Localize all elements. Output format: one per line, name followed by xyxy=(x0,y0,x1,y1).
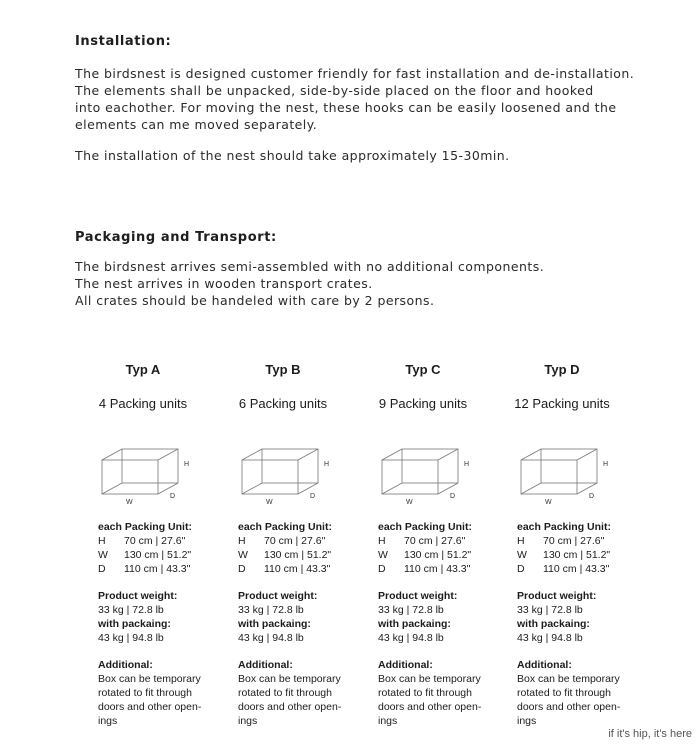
weight-label: Product weight: xyxy=(378,590,458,602)
weight-label: Product weight: xyxy=(238,590,318,602)
dimension-row: H 70 cm | 27.6" xyxy=(517,535,605,547)
box-label-d: D xyxy=(589,493,595,500)
packaging-weight-value: 43 kg | 94.8 lb xyxy=(98,632,164,644)
type-name: Typ C xyxy=(405,362,441,377)
additional-label: Additional: xyxy=(517,659,572,671)
additional-line: doors and other open- xyxy=(98,701,202,713)
packaging-line: All crates should be handeled with care by 2 persons. xyxy=(75,293,435,308)
watermark: if it's hip, it's here xyxy=(608,728,692,740)
additional-line: Box can be temporary xyxy=(98,673,201,685)
crate-box-icon xyxy=(517,446,617,506)
dimension-row: H 70 cm | 27.6" xyxy=(378,535,466,547)
box-label-h: H xyxy=(184,461,190,468)
type-name: Typ B xyxy=(265,362,301,377)
packing-units: 6 Packing units xyxy=(238,396,328,411)
installation-line: The birdsnest is designed customer friendly for fast installation and de-installation. xyxy=(75,66,635,81)
type-details xyxy=(98,520,238,728)
packaging-line: The nest arrives in wooden transport crates. xyxy=(75,276,373,291)
each-unit-label: each Packing Unit: xyxy=(517,521,611,533)
additional-label: Additional: xyxy=(378,659,433,671)
box-label-w: W xyxy=(266,499,273,506)
type-name: Typ A xyxy=(125,362,161,377)
additional-line: doors and other open- xyxy=(517,701,621,713)
packaging-weight-value: 43 kg | 94.8 lb xyxy=(378,632,444,644)
packing-units: 12 Packing units xyxy=(514,396,610,411)
additional-line: Box can be temporary xyxy=(378,673,481,685)
crate-box-icon xyxy=(238,446,338,506)
additional-line: ings xyxy=(98,715,118,727)
additional-line: doors and other open- xyxy=(378,701,482,713)
additional-line: rotated to fit through xyxy=(238,687,332,699)
installation-paragraph xyxy=(75,65,635,133)
packaging-weight-label: with packaing: xyxy=(517,618,590,630)
installation-duration: The installation of the nest should take approximately 15-30min. xyxy=(75,148,510,163)
box-label-d: D xyxy=(310,493,316,500)
dimension-row: D 110 cm | 43.3" xyxy=(98,563,191,575)
box-label-h: H xyxy=(603,461,609,468)
weight-value: 33 kg | 72.8 lb xyxy=(98,604,164,616)
additional-line: ings xyxy=(378,715,398,727)
crate-box-icon xyxy=(98,446,198,506)
box-label-w: W xyxy=(126,499,133,506)
type-name: Typ D xyxy=(544,362,580,377)
packing-units: 4 Packing units xyxy=(98,396,188,411)
dimension-row: D 110 cm | 43.3" xyxy=(238,563,331,575)
installation-line: The elements shall be unpacked, side-by-side placed on the floor and hooked xyxy=(75,83,594,98)
each-unit-label: each Packing Unit: xyxy=(238,521,332,533)
packaging-weight-value: 43 kg | 94.8 lb xyxy=(517,632,583,644)
additional-label: Additional: xyxy=(238,659,293,671)
weight-value: 33 kg | 72.8 lb xyxy=(238,604,304,616)
packing-units: 9 Packing units xyxy=(378,396,468,411)
packaging-weight-label: with packaing: xyxy=(98,618,171,630)
box-label-w: W xyxy=(406,499,413,506)
installation-line: into eachother. For moving the nest, these hooks can be easily loosened and the xyxy=(75,100,617,115)
weight-value: 33 kg | 72.8 lb xyxy=(378,604,444,616)
type-details xyxy=(517,520,657,728)
additional-line: ings xyxy=(517,715,537,727)
packaging-weight-label: with packaing: xyxy=(378,618,451,630)
dimension-row: D 110 cm | 43.3" xyxy=(378,563,471,575)
weight-label: Product weight: xyxy=(98,590,178,602)
packaging-weight-value: 43 kg | 94.8 lb xyxy=(238,632,304,644)
box-label-w: W xyxy=(545,499,552,506)
additional-line: rotated to fit through xyxy=(98,687,192,699)
type-details xyxy=(238,520,378,728)
additional-label: Additional: xyxy=(98,659,153,671)
weight-label: Product weight: xyxy=(517,590,597,602)
installation-heading: Installation: xyxy=(75,34,172,49)
packaging-line: The birdsnest arrives semi-assembled with no additional components. xyxy=(75,259,545,274)
dimension-row: D 110 cm | 43.3" xyxy=(517,563,610,575)
each-unit-label: each Packing Unit: xyxy=(98,521,192,533)
box-label-d: D xyxy=(170,493,176,500)
box-label-h: H xyxy=(464,461,470,468)
packaging-heading: Packaging and Transport: xyxy=(75,230,277,245)
weight-value: 33 kg | 72.8 lb xyxy=(517,604,583,616)
dimension-row: H 70 cm | 27.6" xyxy=(238,535,326,547)
type-details xyxy=(378,520,518,728)
installation-line: elements can me moved separately. xyxy=(75,117,318,132)
box-label-d: D xyxy=(450,493,456,500)
additional-line: Box can be temporary xyxy=(517,673,620,685)
additional-line: doors and other open- xyxy=(238,701,342,713)
dimension-row: W 130 cm | 51.2" xyxy=(517,549,611,561)
additional-line: rotated to fit through xyxy=(378,687,472,699)
dimension-row: W 130 cm | 51.2" xyxy=(98,549,192,561)
packaging-paragraph xyxy=(75,258,635,309)
crate-box-icon xyxy=(378,446,478,506)
additional-line: rotated to fit through xyxy=(517,687,611,699)
additional-line: ings xyxy=(238,715,258,727)
dimension-row: H 70 cm | 27.6" xyxy=(98,535,186,547)
additional-line: Box can be temporary xyxy=(238,673,341,685)
packaging-weight-label: with packaing: xyxy=(238,618,311,630)
dimension-row: W 130 cm | 51.2" xyxy=(378,549,472,561)
box-label-h: H xyxy=(324,461,330,468)
dimension-row: W 130 cm | 51.2" xyxy=(238,549,332,561)
each-unit-label: each Packing Unit: xyxy=(378,521,472,533)
